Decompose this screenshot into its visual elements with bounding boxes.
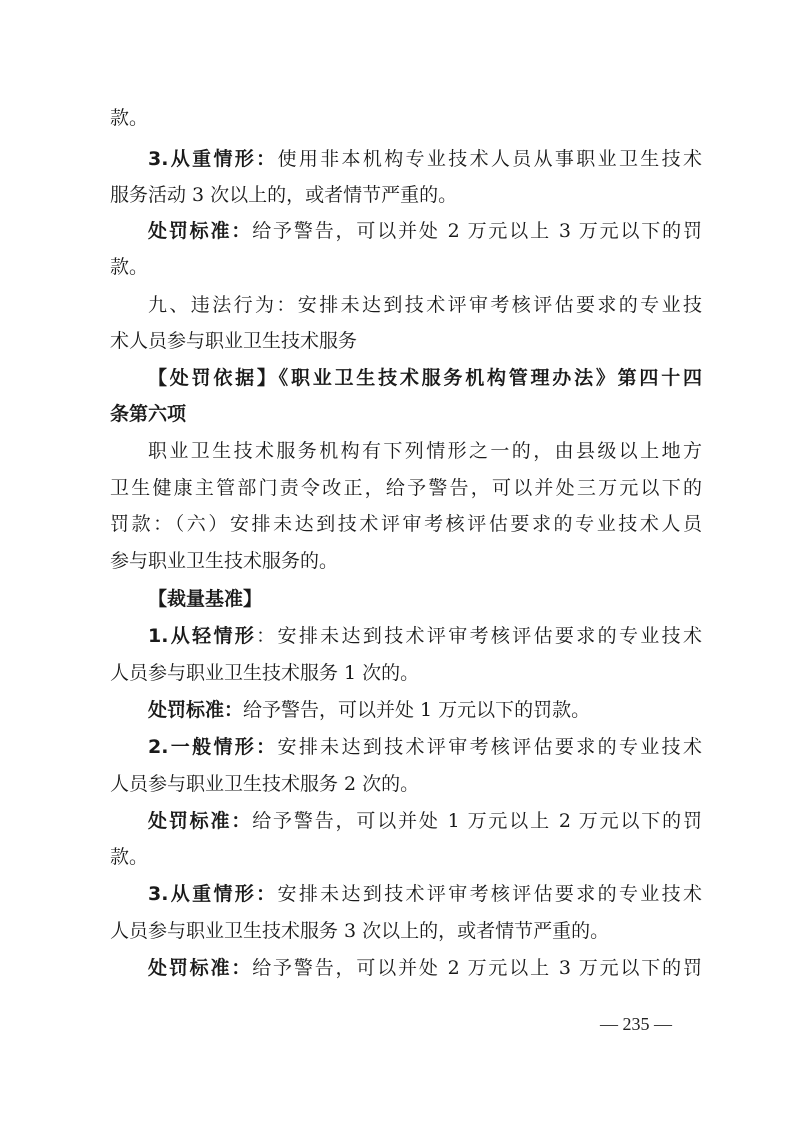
legal-basis-heading: 【处罚依据】《职业卫生技术服务机构管理办法》第四十四 [148, 367, 702, 389]
bold-label: 2.一般情形： [148, 736, 278, 758]
bold-label: 处罚标准： [148, 810, 253, 832]
paragraph-line: 人员参与职业卫生技术服务 3 次以上的，或者情节严重的。 [110, 920, 610, 942]
paragraph-line: 处罚标准：给予警告，可以并处 2 万元以上 3 万元以下的罚 [148, 957, 702, 979]
bold-label: 处罚标准： [148, 220, 253, 242]
paragraph-line: 2.一般情形：安排未达到技术评审考核评估要求的专业技术 [148, 736, 702, 758]
section-heading-line: 术人员参与职业卫生技术服务 [110, 330, 358, 352]
paragraph-line: 处罚标准：给予警告，可以并处 1 万元以下的罚款。 [148, 699, 591, 721]
paragraph-line: 罚款：（六）安排未达到技术评审考核评估要求的专业技术人员 [110, 513, 702, 535]
bold-label: 1.从轻情形 [148, 625, 257, 647]
paragraph-line: 参与职业卫生技术服务的。 [110, 550, 339, 572]
bold-label: 3.从重情形： [148, 148, 278, 170]
paragraph-line: 3.从重情形：安排未达到技术评审考核评估要求的专业技术 [148, 883, 702, 905]
paragraph-line: 职业卫生技术服务机构有下列情形之一的，由县级以上地方 [148, 440, 702, 462]
paragraph-line: 人员参与职业卫生技术服务 2 次的。 [110, 773, 420, 795]
paragraph-line: 处罚标准：给予警告，可以并处 2 万元以上 3 万元以下的罚 [148, 220, 702, 242]
paragraph-line: 处罚标准：给予警告，可以并处 1 万元以上 2 万元以下的罚 [148, 810, 702, 832]
bold-label: 处罚标准： [148, 957, 253, 979]
paragraph-line: 1.从轻情形：安排未达到技术评审考核评估要求的专业技术 [148, 625, 702, 647]
paragraph-line: 款。 [110, 846, 149, 868]
bold-label: 3.从重情形： [148, 883, 278, 905]
paragraph-line: 款。 [110, 107, 149, 129]
section-heading-line: 九、违法行为：安排未达到技术评审考核评估要求的专业技 [148, 294, 702, 316]
paragraph-line: 卫生健康主管部门责令改正，给予警告，可以并处三万元以下的 [110, 477, 702, 499]
bold-label: 处罚标准： [148, 699, 244, 721]
paragraph-line: 款。 [110, 256, 149, 278]
legal-basis-heading: 条第六项 [110, 403, 187, 425]
paragraph-line: 3.从重情形：使用非本机构专业技术人员从事职业卫生技术 [148, 148, 702, 170]
paragraph-line: 人员参与职业卫生技术服务 1 次的。 [110, 662, 420, 684]
paragraph-line: 服务活动 3 次以上的，或者情节严重的。 [110, 184, 458, 206]
discretion-heading: 【裁量基准】 [148, 588, 263, 610]
page-number: — 235 — [600, 1014, 672, 1034]
